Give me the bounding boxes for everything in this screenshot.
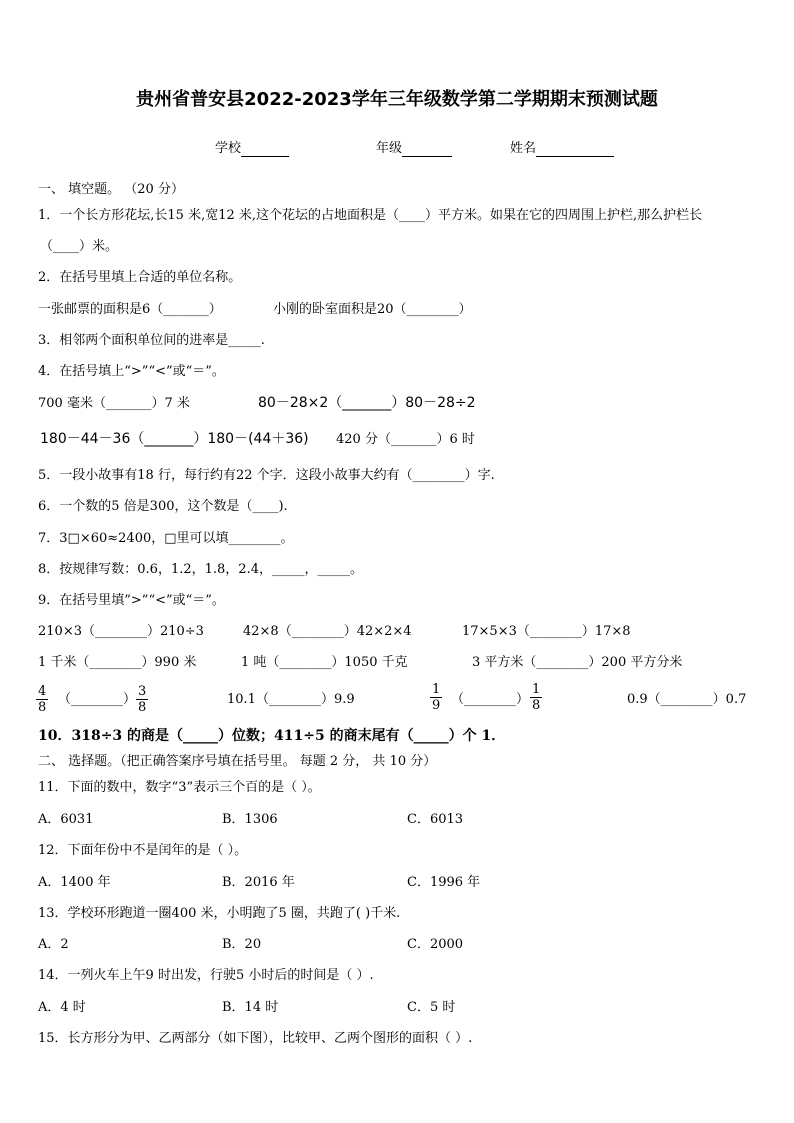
question-9-r1-a: 210×3（________）210÷3 (38, 624, 204, 639)
question-3: 3．相邻两个面积单位间的进率是_____. (38, 333, 265, 348)
question-9-r3-d: 0.9（________）0.7 (627, 692, 747, 707)
section-1-heading: 一、 填空题。 （20 分） (38, 182, 184, 197)
school-blank[interactable] (241, 142, 289, 157)
question-14-option-b[interactable]: B．14 时 (222, 1000, 279, 1015)
question-14-option-c[interactable]: C．5 时 (407, 1000, 456, 1015)
question-14: 14．一列火车上午9 时出发，行驶5 小时后的时间是（ ）. (38, 968, 374, 983)
question-10: 10．318÷3 的商是（_____）位数；411÷5 的商末尾有（_____）个 1． (38, 728, 506, 744)
name-field (510, 141, 614, 157)
fraction-3-8: $\frac{3}{8}$ (138, 684, 147, 715)
question-2: 2．在括号里填上合适的单位名称。 (38, 270, 242, 285)
question-11: 11．下面的数中，数字“3”表示三个百的是（ ）。 (38, 780, 321, 795)
question-13-option-c[interactable]: C．2000 (407, 937, 464, 952)
question-12-option-c[interactable]: C．1996 年 (407, 875, 481, 890)
grade-field (376, 141, 452, 157)
question-15: 15．长方形分为甲、乙两部分（如下图），比较甲、乙两个图形的面积（ ）. (38, 1031, 473, 1046)
question-7: 7．3□×60≈2400，□里可以填________。 (38, 531, 294, 546)
school-field (215, 141, 289, 157)
question-9-r3-blank-3: （________） (451, 692, 530, 707)
question-6: 6．一个数的5 倍是300，这个数是（____). (38, 499, 288, 514)
question-9: 9．在括号里填”>”“<”或“＝”。 (38, 593, 225, 608)
section-2-heading: 二、 选择题。（把正确答案序号填在括号里。 每题 2 分， 共 10 分） (38, 754, 437, 769)
question-2-item-a: 一张邮票的面积是6（_______） (38, 302, 222, 317)
fraction-1-8: $\frac{1}{8}$ (532, 682, 541, 713)
name-blank[interactable] (536, 142, 614, 157)
question-9-r2-a: 1 千米（________）990 米 (38, 655, 197, 670)
fraction-4-8: $\frac{4}{8}$ (38, 684, 47, 715)
question-4-item-a: 700 毫米（_______）7 米 (38, 396, 190, 411)
question-9-r2-b: 1 吨（________）1050 千克 (241, 655, 408, 670)
question-13: 13．学校环形跑道一圈400 米，小明跑了5 圈，共跑了( )千米. (38, 906, 401, 921)
question-9-r3-blank-1: （________） (58, 692, 137, 707)
question-2-item-b: 小刚的卧室面积是20（________） (273, 302, 472, 317)
question-1-line-1: 1．一个长方形花坛,长15 米,宽12 米,这个花坛的占地面积是（____）平方米。如果在它的四周围上护栏,那么护栏长 (38, 208, 703, 223)
question-8: 8．按规律写数：0.6，1.2，1.8，2.4，_____，_____。 (38, 562, 363, 577)
name-label: 姓名 (510, 141, 537, 156)
fraction-1-9: $\frac{1}{9}$ (432, 682, 441, 713)
question-4: 4．在括号填上“>”“<”或“＝”。 (38, 364, 225, 379)
question-11-option-c[interactable]: C．6013 (407, 812, 464, 827)
question-11-option-b[interactable]: B．1306 (222, 812, 278, 827)
question-11-option-a[interactable]: A．6031 (38, 812, 94, 827)
question-12-option-a[interactable]: A．1400 年 (38, 875, 111, 890)
question-9-r1-b: 42×8（________）42×2×4 (243, 624, 412, 639)
question-4-item-b: 80－28×2（_______）80－28÷2 (258, 395, 476, 411)
question-14-option-a[interactable]: A．4 时 (38, 1000, 86, 1015)
question-4-item-d: 420 分（_______）6 时 (336, 432, 475, 447)
school-label: 学校 (215, 141, 242, 156)
question-4-item-c: 180－44－36（_______）180－(44＋36) (40, 431, 309, 447)
question-9-r2-c: 3 平方米（________）200 平方分米 (472, 655, 683, 670)
question-13-option-a[interactable]: A．2 (38, 937, 69, 952)
question-9-r3-b: 10.1（________）9.9 (227, 692, 355, 707)
question-13-option-b[interactable]: B．20 (222, 937, 262, 952)
grade-label: 年级 (376, 141, 403, 156)
question-1-line-2: （____）米。 (40, 239, 119, 254)
page-title: 贵州省普安县2022-2023学年三年级数学第二学期期末预测试题 (136, 89, 658, 110)
question-5: 5．一段小故事有18 行，每行约有22 个字．这段小故事大约有（________）字. (38, 468, 495, 483)
grade-blank[interactable] (402, 142, 452, 157)
question-12-option-b[interactable]: B．2016 年 (222, 875, 295, 890)
question-12: 12．下面年份中不是闰年的是（ ）。 (38, 843, 248, 858)
question-9-r1-c: 17×5×3（________）17×8 (462, 624, 631, 639)
